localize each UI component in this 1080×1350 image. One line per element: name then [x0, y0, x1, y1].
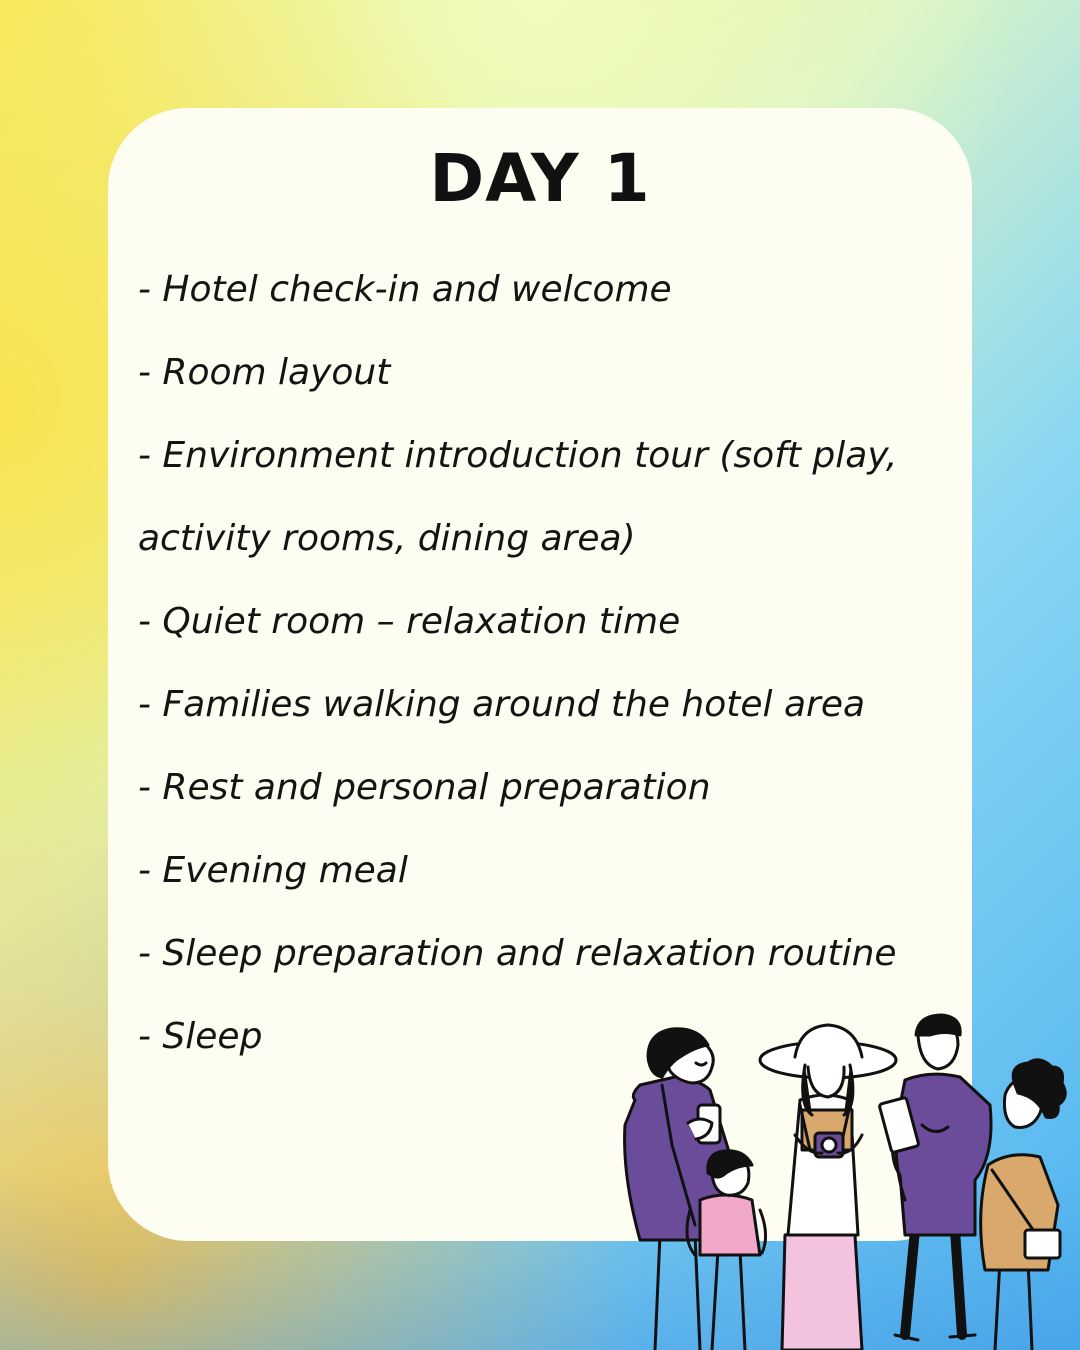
family-illustration	[600, 1005, 1080, 1350]
list-item: - Sleep	[138, 1016, 263, 1057]
list-item: - Families walking around the hotel area	[138, 684, 866, 725]
list-item: - Sleep preparation and relaxation routine	[138, 933, 897, 974]
list-item: - Room layout	[138, 352, 391, 393]
list-item: - Environment introduction tour (soft play,	[138, 435, 898, 476]
list-item: activity rooms, dining area)	[138, 518, 636, 559]
list-item: - Hotel check-in and welcome	[138, 269, 672, 310]
page-title: DAY 1	[429, 140, 651, 217]
list-item: - Quiet room – relaxation time	[138, 601, 681, 642]
itinerary-list	[138, 248, 948, 1078]
curly-hair-person-figure	[981, 1060, 1066, 1350]
list-item: - Evening meal	[138, 850, 408, 891]
list-item: - Rest and personal preparation	[138, 767, 711, 808]
woman-hat-camera-figure	[760, 1025, 896, 1350]
